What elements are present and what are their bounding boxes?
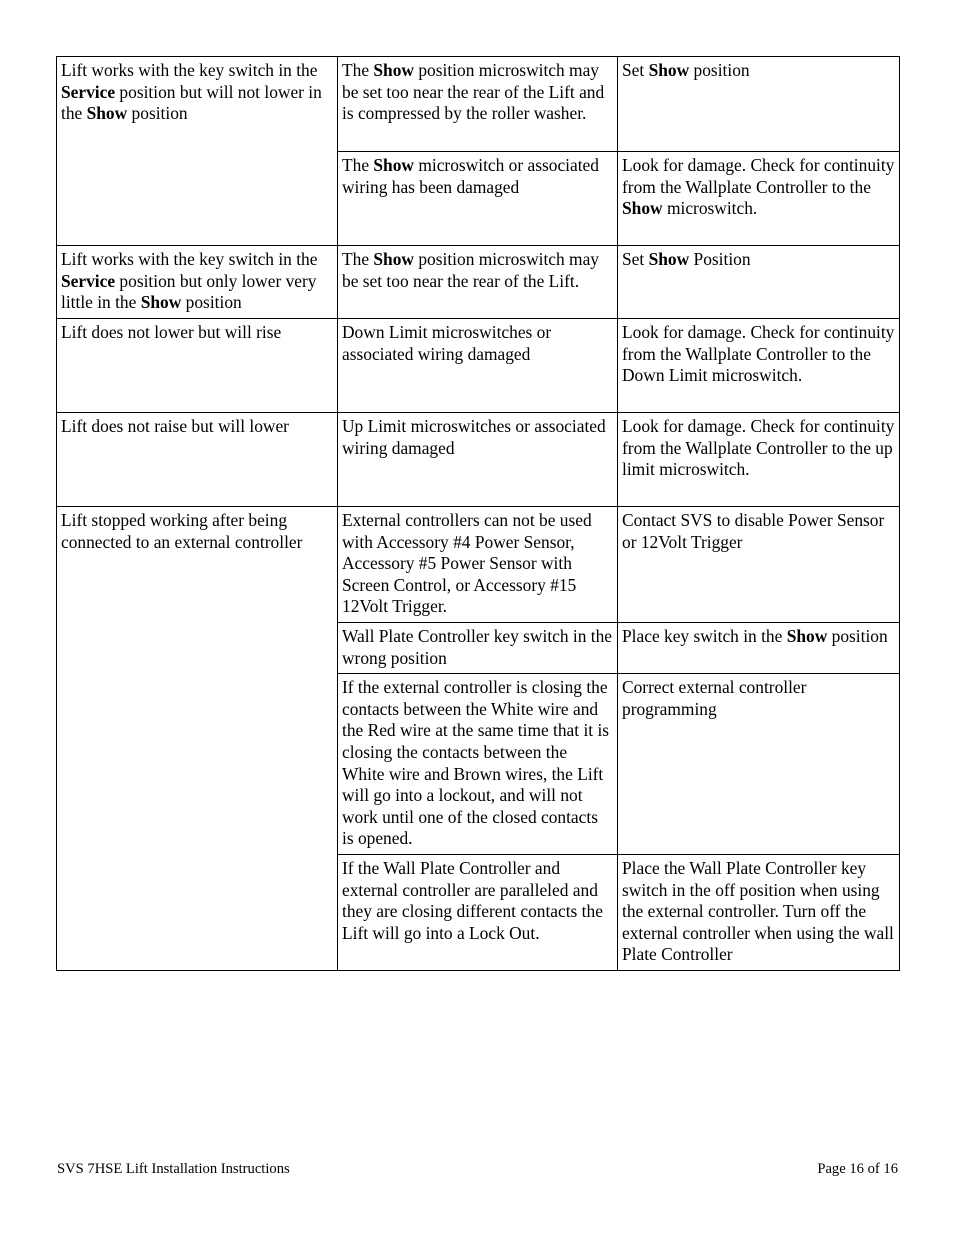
cause-cell — [338, 674, 618, 855]
text-segment: position microswitch may be set too near the rear of the Lift and is compressed by the roller washer. — [342, 60, 605, 124]
emphasized-term: Show — [648, 60, 690, 80]
footer-page-number: Page 16 of 16 — [817, 1161, 898, 1177]
cause-cell — [338, 319, 618, 413]
emphasized-term: Show — [86, 103, 128, 124]
text-segment: Wall Plate Controller key switch in the wrong position — [342, 626, 613, 668]
text-segment: Look for damage. Check for continuity from the Wallplate Controller to the Down Limit microswitch. — [622, 322, 895, 386]
text-segment: Position — [689, 249, 751, 269]
emphasized-term: Show — [786, 626, 828, 646]
text-segment: The — [342, 155, 374, 175]
cause-cell — [338, 413, 618, 507]
text-segment: position — [689, 60, 750, 80]
text-segment: position — [181, 292, 242, 313]
text-segment: Look for damage. Check for continuity from the Wallplate Controller to the — [622, 155, 895, 197]
text-segment: microswitch or associated wiring has been damaged — [342, 155, 599, 197]
text-segment: Down Limit microswitches or associated wiring damaged — [342, 322, 552, 364]
cause-cell — [338, 57, 618, 152]
text-segment: Lift does not raise but will lower — [61, 416, 289, 436]
problem-cell — [57, 319, 338, 413]
problem-cell — [57, 246, 338, 319]
text-segment: External controllers can not be used with Accessory #4 Power Sensor, Accessory #5 Power Sensor with Screen Control, or Accessory #15 12Volt Trigger. — [342, 510, 592, 617]
footer-document-title: SVS 7HSE Lift Installation Instructions — [57, 1161, 290, 1177]
solution-cell — [618, 152, 900, 246]
solution-cell — [618, 507, 900, 623]
solution-cell — [618, 413, 900, 507]
text-segment: Lift does not lower but will rise — [61, 322, 282, 342]
problem-cell — [57, 507, 338, 971]
text-segment: The — [342, 249, 374, 269]
text-segment: Lift stopped working after being connected to an external controller — [61, 510, 303, 552]
cause-cell — [338, 152, 618, 246]
emphasized-term: Show — [373, 249, 414, 269]
text-segment: Lift works with the key switch in the — [61, 60, 318, 80]
text-segment: Look for damage. Check for continuity from the Wallplate Controller to the up limit microswitch. — [622, 416, 895, 480]
emphasized-term: Show — [373, 60, 414, 80]
table-row — [57, 319, 900, 413]
problem-cell — [57, 413, 338, 507]
text-segment: position but will not lower in the — [61, 81, 322, 124]
solution-cell — [618, 854, 900, 970]
text-segment: microswitch. — [662, 198, 758, 219]
emphasized-term: Show — [648, 249, 690, 269]
text-segment: Place the Wall Plate Controller key switch in the off position when using the external controller. Turn off the external controller when using the wall Plate Controller — [622, 857, 894, 965]
cause-cell — [338, 623, 618, 674]
emphasized-term: Show — [373, 155, 414, 175]
cause-cell — [338, 507, 618, 623]
solution-cell — [618, 246, 900, 319]
solution-cell — [618, 57, 900, 152]
troubleshooting-table-body — [57, 57, 900, 971]
troubleshooting-table — [56, 56, 900, 971]
solution-cell — [618, 623, 900, 674]
solution-cell — [618, 674, 900, 855]
emphasized-term: Show — [140, 292, 182, 313]
text-segment: If the external controller is closing the contacts between the White wire and the Red wire at the same time that it is closing the contacts between the White wire and Brown wires, the Lift will go into a lockout, and will not work until one of the closed contacts is opened. — [342, 677, 610, 849]
cause-cell — [338, 246, 618, 319]
text-segment: Place key switch in the — [622, 626, 787, 646]
text-segment: Contact SVS to disable Power Sensor or 12Volt Trigger — [622, 510, 885, 552]
text-segment: If the Wall Plate Controller and external controller are paralleled and they are closing different contacts the Lift will go into a Lock Out. — [342, 857, 603, 943]
text-segment: position but only lower very little in the — [61, 270, 317, 313]
text-segment: Correct external controller programming — [622, 677, 807, 719]
emphasized-term: Service — [61, 270, 116, 291]
table-row — [57, 507, 900, 623]
text-segment: position — [127, 103, 188, 124]
problem-cell — [57, 57, 338, 246]
solution-cell — [618, 319, 900, 413]
text-segment: The — [342, 60, 374, 80]
text-segment: Up Limit microswitches or associated wiring damaged — [342, 416, 606, 458]
text-segment: Lift works with the key switch in the — [61, 249, 318, 269]
emphasized-term: Service — [61, 81, 116, 102]
text-segment: Set — [622, 249, 649, 269]
text-segment: position microswitch may be set too near the rear of the Lift. — [342, 249, 599, 291]
text-segment: Set — [622, 60, 649, 80]
text-segment: position — [827, 626, 888, 646]
cause-cell — [338, 854, 618, 970]
emphasized-term: Show — [622, 198, 663, 219]
table-row — [57, 57, 900, 152]
table-row — [57, 246, 900, 319]
table-row — [57, 413, 900, 507]
